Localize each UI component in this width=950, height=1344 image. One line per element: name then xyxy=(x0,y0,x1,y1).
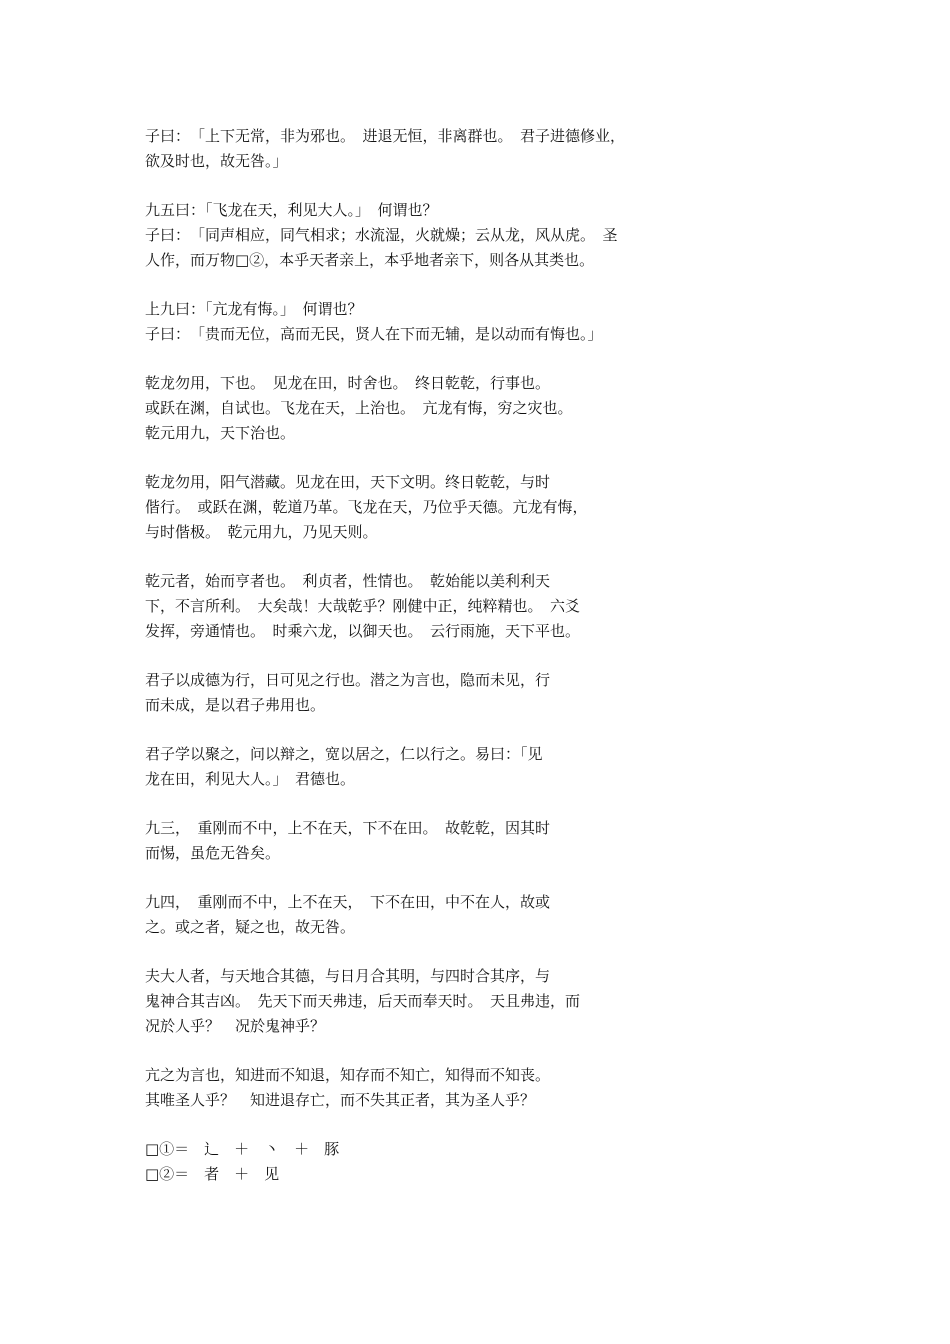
text-line: 子曰： 「同声相应，同气相求；水流湿，火就燥；云从龙，风从虎。 圣 xyxy=(145,226,618,244)
text-line: 偕行。 或跃在渊，乾道乃革。飞龙在天，乃位乎天德。亢龙有悔， xyxy=(145,498,588,516)
text-line: 九五曰：「飞龙在天，利见大人。」 何谓也？ xyxy=(145,201,438,219)
paragraph xyxy=(145,1063,765,1113)
paragraph xyxy=(145,569,765,644)
paragraph xyxy=(145,816,765,866)
text-line: 或跃在渊，自试也。飞龙在天，上治也。 亢龙有悔，穷之灾也。 xyxy=(145,399,573,417)
text-line: 君子以成德为行，日可见之行也。潜之为言也，隐而未见，行 xyxy=(145,671,551,689)
paragraph xyxy=(145,371,765,446)
text-line: 与时偕极。 乾元用九，乃见天则。 xyxy=(145,523,378,541)
text-line: 况於人乎？ 况於鬼神乎？ xyxy=(145,1017,326,1035)
text-line: 乾龙勿用，阳气潜藏。见龙在田，天下文明。终日乾乾，与时 xyxy=(145,473,551,491)
text-line: □①＝ 辶 ＋ 丶 ＋ 豚 xyxy=(145,1140,340,1158)
text-line: 欲及时也，故无咎。」 xyxy=(145,152,288,170)
paragraph xyxy=(145,742,765,792)
text-line: 而惕，虽危无咎矣。 xyxy=(145,844,281,862)
text-line: 人作，而万物□②，本乎天者亲上，本乎地者亲下，则各从其类也。 xyxy=(145,251,595,269)
paragraph xyxy=(145,890,765,940)
paragraph xyxy=(145,198,765,273)
text-line: 乾元者，始而亨者也。 利贞者，性情也。 乾始能以美利利天 xyxy=(145,572,551,590)
text-line: 之。或之者，疑之也，故无咎。 xyxy=(145,918,356,936)
text-line: 下，不言所利。 大矣哉！大哉乾乎？刚健中正，纯粹精也。 六爻 xyxy=(145,597,581,615)
paragraph xyxy=(145,668,765,718)
text-line: 发挥，旁通情也。 时乘六龙，以御天也。 云行雨施，天下平也。 xyxy=(145,622,581,640)
text-line: 龙在田，利见大人。」 君德也。 xyxy=(145,770,356,788)
paragraph xyxy=(145,124,765,174)
text-line: 乾元用九，天下治也。 xyxy=(145,424,296,442)
paragraph xyxy=(145,1137,765,1187)
text-line: □②＝ 者 ＋ 见 xyxy=(145,1165,280,1183)
text-line: 九四， 重刚而不中，上不在天， 下不在田，中不在人，故或 xyxy=(145,893,551,911)
text-line: 夫大人者，与天地合其德，与日月合其明，与四时合其序，与 xyxy=(145,967,551,985)
text-line: 上九曰：「亢龙有悔。」 何谓也？ xyxy=(145,300,363,318)
text-line: 而未成，是以君子弗用也。 xyxy=(145,696,326,714)
text-line: 亢之为言也，知进而不知退，知存而不知亡，知得而不知丧。 xyxy=(145,1066,551,1084)
text-line: 子曰： 「贵而无位，高而无民，贤人在下而无辅，是以动而有悔也。」 xyxy=(145,325,603,343)
paragraph xyxy=(145,297,765,347)
document-body xyxy=(145,124,765,1211)
text-line: 子曰： 「上下无常，非为邪也。 进退无恒，非离群也。 君子进德修业， xyxy=(145,127,626,145)
paragraph xyxy=(145,470,765,545)
paragraph xyxy=(145,964,765,1039)
text-line: 君子学以聚之，问以辩之，宽以居之，仁以行之。易曰：「见 xyxy=(145,745,543,763)
text-line: 鬼神合其吉凶。 先天下而天弗违，后天而奉天时。 天且弗违，而 xyxy=(145,992,581,1010)
text-line: 九三， 重刚而不中，上不在天，下不在田。 故乾乾，因其时 xyxy=(145,819,551,837)
text-line: 乾龙勿用，下也。 见龙在田，时舍也。 终日乾乾，行事也。 xyxy=(145,374,551,392)
text-line: 其唯圣人乎？ 知进退存亡，而不失其正者，其为圣人乎？ xyxy=(145,1091,536,1109)
